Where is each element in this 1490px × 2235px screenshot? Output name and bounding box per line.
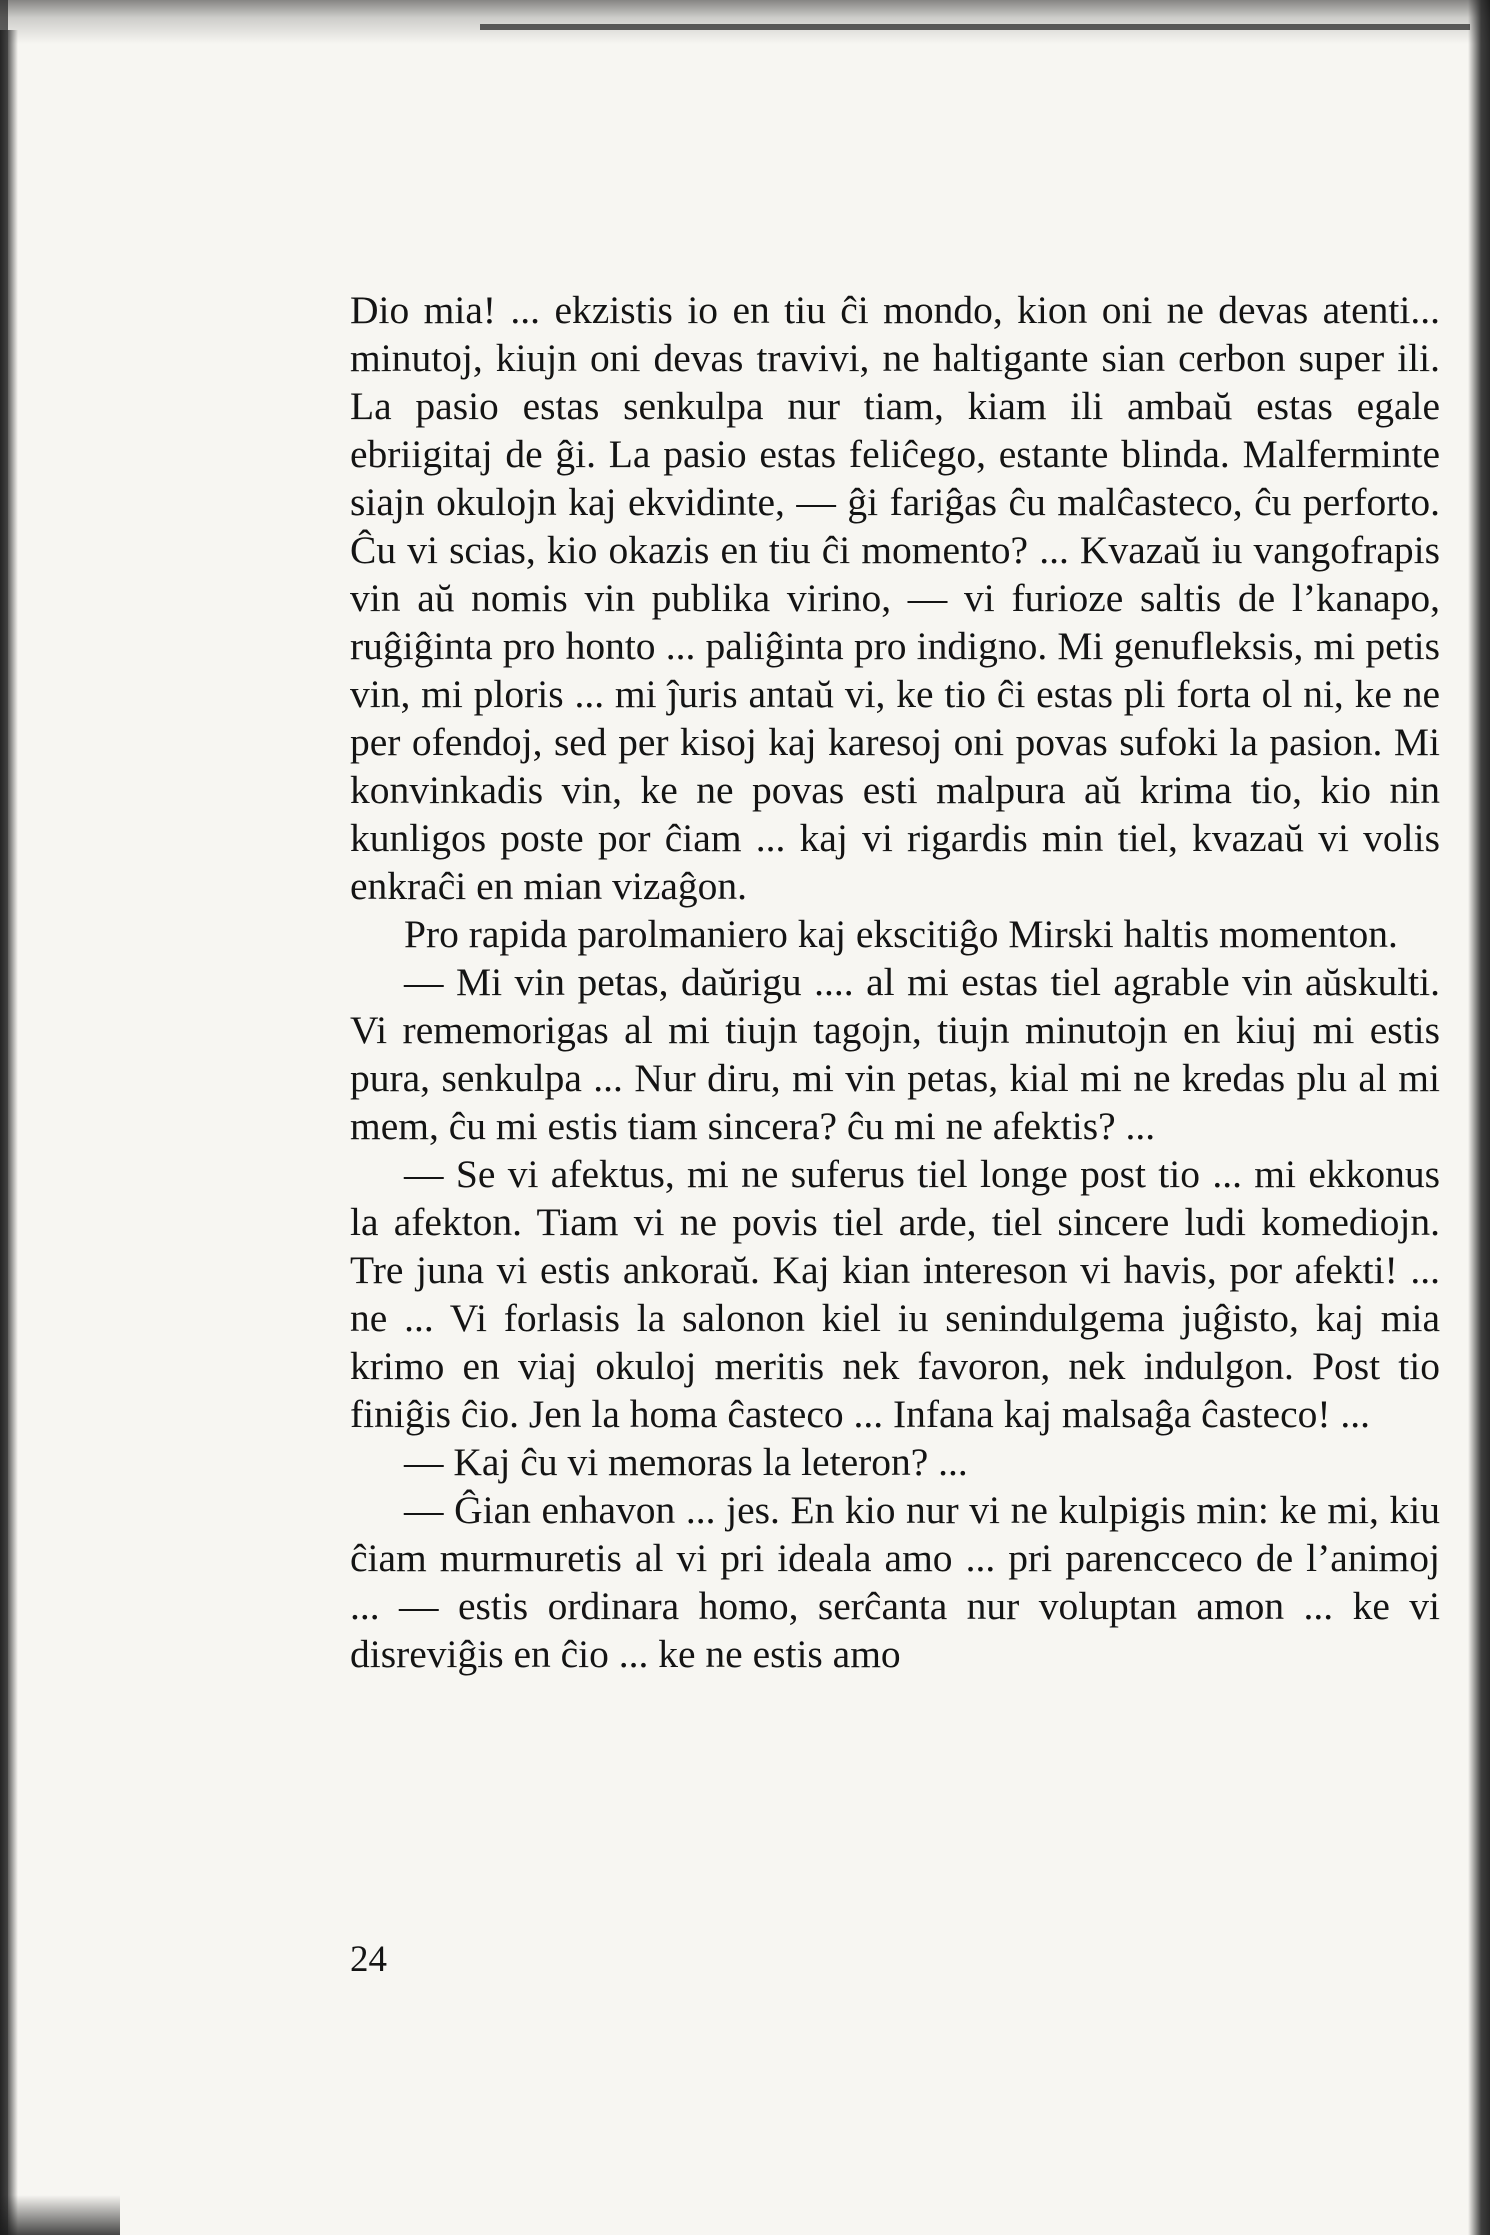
paragraph: — Kaj ĉu vi memoras la leteron? ... bbox=[404, 1440, 968, 1484]
paragraph: — Mi vin petas, daŭrigu .... al mi estas tiel agrable vin aŭskulti. Vi rememorigas al mi tiujn tagojn, tiujn minutojn en kiuj mi estis pura, senkulpa ... Nur diru, mi vin petas, kial mi ne kredas plu al mi mem, ĉu mi estis tiam sincera? ĉu mi ne afektis? ... bbox=[350, 960, 1440, 1148]
paragraph: Dio mia! ... ekzistis io en tiu ĉi mondo, kion oni ne devas atenti... minutoj, kiujn oni devas travivi, ne haltigante sian cerbon super ili. La pasio estas senkulpa nur tiam, kiam ili ambaŭ estas egale ebriigitaj de ĝi. La pasio estas feliĉego, estante blinda. Malferminte siajn okulojn kaj ekvidinte, — ĝi fariĝas ĉu malĉasteco, ĉu perforto. Ĉu vi scias, kio okazis en tiu ĉi momento? ... Kvazaŭ iu vangofrapis vin aŭ nomis vin publika virino, — vi furioze saltis de l’kanapo, ruĝiĝinta pro honto ... paliĝinta pro indigno. Mi genufleksis, mi petis vin, mi ploris ... mi ĵuris antaŭ vi, ke tio ĉi estas pli forta ol ni, ke ne per ofendoj, sed per kisoj kaj karesoj oni povas sufoki la pasion. Mi konvinkadis vin, ke ne povas esti malpura aŭ krima tio, kio nin kunligos poste por ĉiam ... kaj vi rigardis min tiel, kvazaŭ vi volis enkraĉi en mian vizaĝon. bbox=[350, 288, 1440, 908]
scan-edge-bottom bbox=[0, 2195, 120, 2235]
scan-edge-top-line bbox=[480, 24, 1470, 30]
paragraph: — Ĝian enhavon ... jes. En kio nur vi ne kulpigis min: ke mi, kiu ĉiam murmuretis al vi pri ideala amo ... pri parencceco de l’animoj ... — estis ordinara homo, serĉanta nur voluptan amon ... ke vi disreviĝis en ĉio ... ke ne estis amo bbox=[350, 1488, 1440, 1676]
body-text bbox=[350, 286, 1440, 1678]
scan-edge-top bbox=[0, 0, 1490, 44]
paragraph: — Se vi afektus, mi ne suferus tiel longe post tio ... mi ekkonus la afekton. Tiam vi ne povis tiel arde, tiel sincere ludi komediojn. Tre juna vi estis ankoraŭ. Kaj kian intereson vi havis, por afekti! ... ne ... Vi forlasis la salonon kiel iu senindulgema juĝisto, kaj mia krimo en viaj okuloj meritis nek favoron, nek indulgon. Post tio finiĝis ĉio. Jen la homa ĉasteco ... Infana kaj malsaĝa ĉasteco! ... bbox=[350, 1152, 1440, 1436]
scan-edge-left-shadow bbox=[0, 30, 18, 2235]
scan-edge-right bbox=[1468, 0, 1490, 2235]
page-number: 24 bbox=[350, 1939, 387, 1980]
paragraph: Pro rapida parolmaniero kaj ekscitiĝo Mirski haltis momenton. bbox=[404, 912, 1398, 956]
